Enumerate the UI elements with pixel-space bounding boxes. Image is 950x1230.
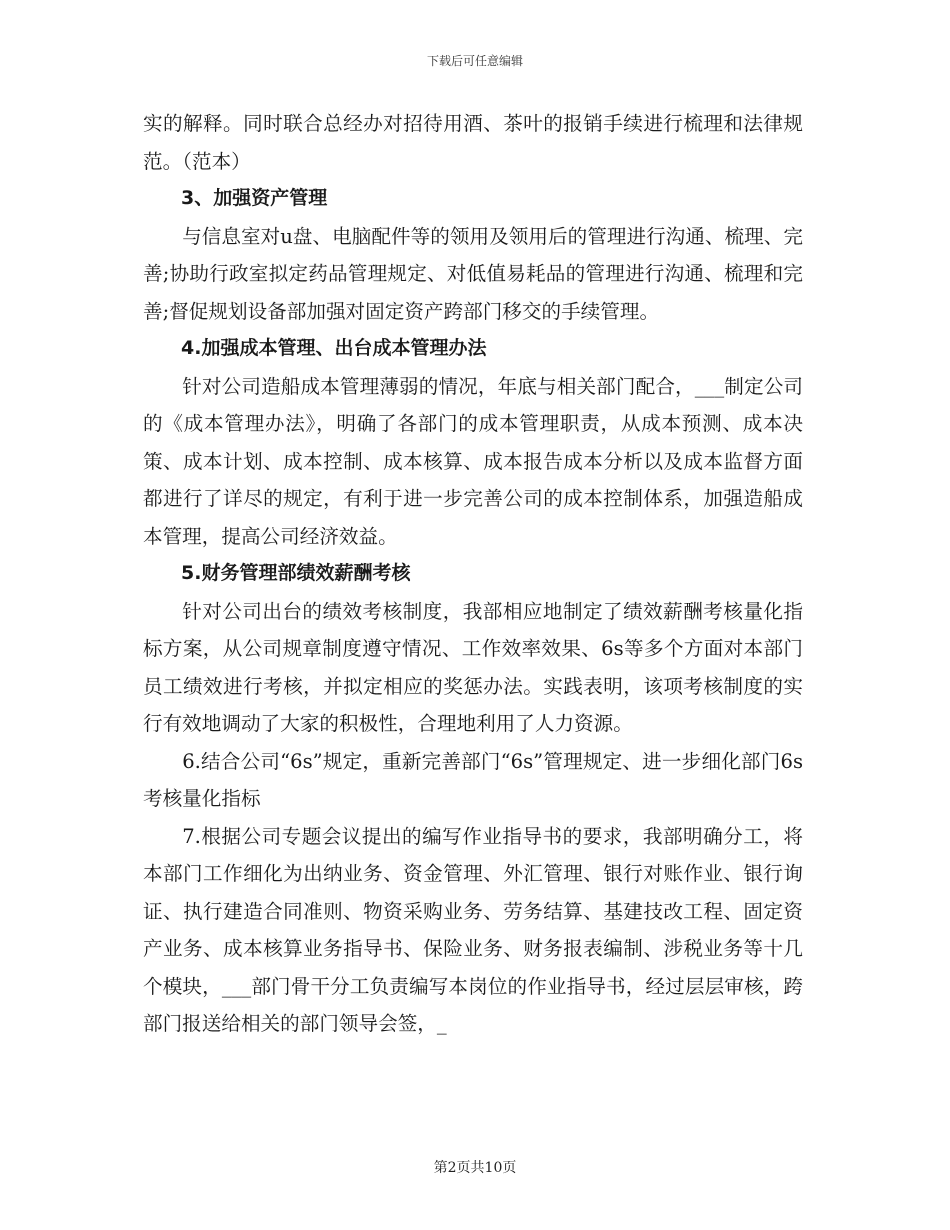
paragraph-cost-management: 针对公司造船成本管理薄弱的情况，年底与相关部门配合，___制定公司的《成本管理办法》，明确了各部门的成本管理职责，从成本预测、成本决策、成本计划、成本控制、成本核算、成本报告成本分析以及成本监督方面都进行了详尽的规定，有利于进一步完善公司的成本控制体系，加强造船成本管理，提高公司经济效益。 xyxy=(143,374,803,548)
paragraph-asset-management: 与信息室对u盘、电脑配件等的领用及领用后的管理进行沟通、梳理、完善;协助行政室拟定药品管理规定、对低值易耗品的管理进行沟通、梳理和完善;督促规划设备部加强对固定资产跨部门移交的手续管理。 xyxy=(143,224,803,323)
paragraph-6s-rules: 6.结合公司“6s”规定，重新完善部门“6s”管理规定、进一步细化部门6s考核量化指标 xyxy=(143,749,803,810)
page-footer: 第2页共10页 xyxy=(433,1160,517,1176)
paragraph-1: 实的解释。同时联合总经办对招待用酒、茶叶的报销手续进行梳理和法律规范。（范本） xyxy=(143,112,803,173)
paragraph-performance-pay: 针对公司出台的绩效考核制度，我部相应地制定了绩效薪酬考核量化指标方案，从公司规章制度遵守情况、工作效率效果、6s等多个方面对本部门员工绩效进行考核，并拟定相应的奖惩办法。实践表明，该项考核制度的实行有效地调动了大家的积极性，合理地利用了人力资源。 xyxy=(143,599,803,735)
paragraph-work-instructions: 7.根据公司专题会议提出的编写作业指导书的要求，我部明确分工，将本部门工作细化为出纳业务、资金管理、外汇管理、银行对账作业、银行询证、执行建造合同准则、物资采购业务、劳务结算、基建技改工程、固定资产业务、成本核算业务指导书、保险业务、财务报表编制、涉税业务等十几个模块，___部门骨干分工负责编写本岗位的作业指导书，经过层层审核，跨部门报送给相关的部门领导会签，_ xyxy=(143,824,803,1035)
heading-asset-management: 3、加强资产管理 xyxy=(181,187,328,209)
page-header: 下载后可任意编辑 xyxy=(426,54,523,68)
heading-performance-pay: 5.财务管理部绩效薪酬考核 xyxy=(181,562,411,584)
heading-cost-management: 4.加强成本管理、出台成本管理办法 xyxy=(181,337,487,359)
document-body xyxy=(143,105,803,1043)
